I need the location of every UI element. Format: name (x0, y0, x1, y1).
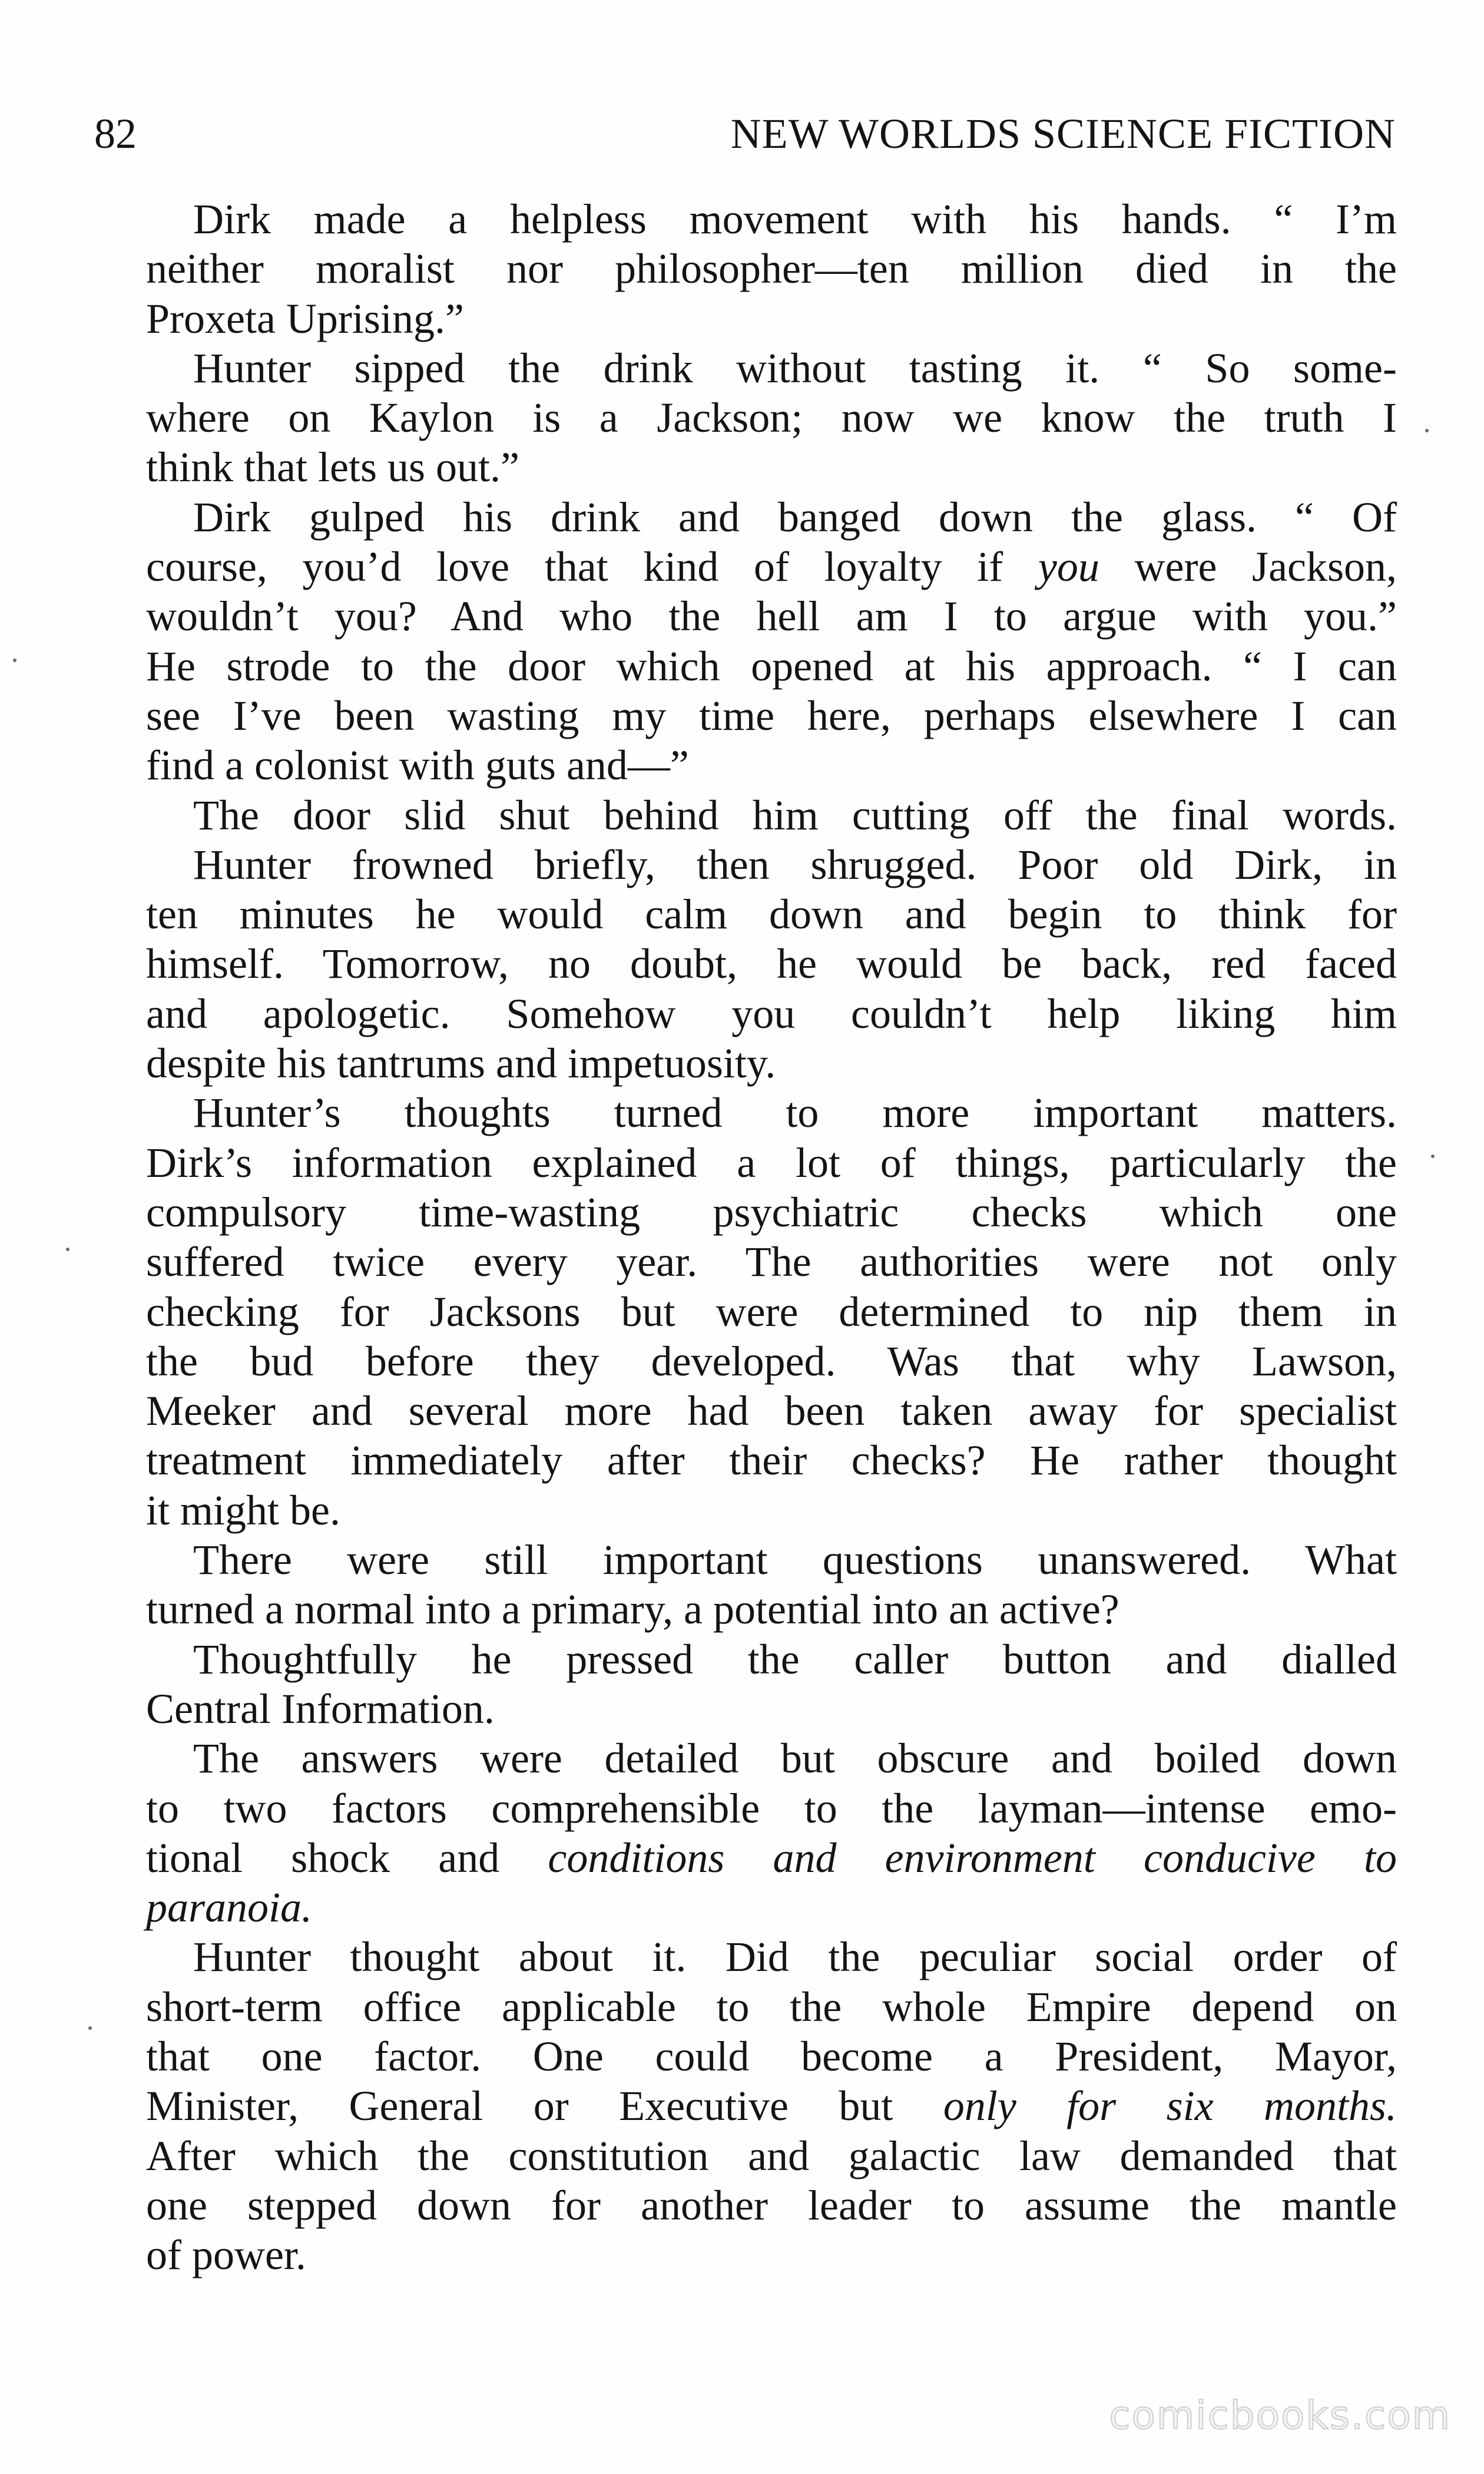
paragraph (99, 840, 1397, 1088)
text-line: find a colonist with guts and—” (146, 742, 689, 789)
page-number: 82 (94, 110, 137, 157)
print-speck (13, 659, 16, 662)
text-line: Central Information. (146, 1685, 495, 1732)
text-line: one stepped down for another leader to assume the mantle (146, 2181, 1397, 2229)
italic-emphasis: you (1038, 543, 1099, 591)
text-line: think that lets us out.” (146, 444, 519, 491)
text-line: Meeker and several more had been taken away for specialist (146, 1387, 1397, 1435)
print-speck (1425, 429, 1429, 432)
text-line: Hunter frowned briefly, then shrugged. Poor old Dirk, in (193, 841, 1397, 888)
text-line (99, 542, 1397, 591)
running-head (94, 101, 1396, 166)
text-line: ten minutes he would calm down and begin to think for (146, 891, 1397, 938)
italic-emphasis: conditions and environment conducive to (548, 1834, 1397, 1881)
print-speck (1431, 1155, 1435, 1158)
text-line: Thoughtfully he pressed the caller button and dialled (193, 1635, 1397, 1683)
text-line: compulsory time-wasting psychiatric checks which one (146, 1188, 1397, 1236)
text-line: He strode to the door which opened at his approach. “ I can (146, 642, 1397, 690)
text-line: The answers were detailed but obscure and boiled down (193, 1735, 1397, 1782)
paragraph (99, 791, 1397, 840)
text-run: course, you’d love that kind of loyalty if (146, 543, 1003, 591)
text-line (99, 1883, 1397, 1932)
text-run: tional shock and (146, 1834, 500, 1881)
text-line: the bud before they developed. Was that why Lawson, (146, 1337, 1397, 1385)
text-line: himself. Tomorrow, no doubt, he would be back, red faced (146, 940, 1397, 988)
text-line: short-term office applicable to the whole Empire depend on (146, 1983, 1397, 2030)
running-title: NEW WORLDS SCIENCE FICTION (730, 110, 1396, 157)
text-line: Hunter’s thoughts turned to more important matters. (193, 1089, 1397, 1137)
italic-emphasis: paranoia. (146, 1884, 313, 1931)
text-line: neither moralist nor philosopher—ten million died in the (146, 245, 1397, 293)
paragraph (99, 492, 1397, 791)
text-line: that one factor. One could become a President, Mayor, (146, 2032, 1397, 2080)
text-line: After which the constitution and galactic law demanded that (146, 2132, 1397, 2179)
text-line: checking for Jacksons but were determined to nip them in (146, 1288, 1397, 1335)
text-line: despite his tantrums and impetuosity. (146, 1040, 776, 1087)
text-line: and apologetic. Somehow you couldn’t help liking him (146, 990, 1397, 1037)
body-text (99, 194, 1397, 2280)
text-line: Hunter sipped the drink without tasting it. “ So some- (193, 344, 1397, 392)
text-run: Minister, General or Executive but (146, 2082, 893, 2130)
text-line: Proxeta Uprising.” (146, 295, 464, 342)
print-speck (88, 2026, 92, 2030)
text-line: it might be. (146, 1486, 340, 1534)
text-line: Dirk’s information explained a lot of things, particularly the (146, 1139, 1397, 1186)
text-line: see I’ve been wasting my time here, perhaps elsewhere I can (146, 692, 1397, 739)
paragraph (99, 1734, 1397, 1932)
italic-emphasis: only for six months. (943, 2082, 1397, 2130)
text-line: suffered twice every year. The authorities were not only (146, 1238, 1397, 1286)
print-speck (66, 1248, 69, 1251)
text-line: wouldn’t you? And who the hell am I to argue with you.” (146, 593, 1397, 640)
text-line: treatment immediately after their checks? He rather thought (146, 1437, 1397, 1484)
watermark-logo: comicbooks.com (1109, 2393, 1451, 2438)
paragraph (99, 343, 1397, 492)
paragraph (99, 1088, 1397, 1535)
paragraph (99, 1535, 1397, 1635)
text-line: There were still important questions unanswered. What (193, 1536, 1397, 1584)
paragraph (99, 194, 1397, 343)
text-line: The door slid shut behind him cutting off the final words. (193, 791, 1397, 839)
text-line: turned a normal into a primary, a potential into an active? (146, 1586, 1119, 1633)
text-line (99, 1833, 1397, 1883)
paragraph (99, 1932, 1397, 2280)
text-line: Hunter thought about it. Did the peculiar social order of (193, 1933, 1397, 1981)
text-line: Dirk made a helpless movement with his hands. “ I’m (193, 196, 1397, 243)
text-line: to two factors comprehensible to the layman—intense emo- (146, 1784, 1397, 1832)
text-line: Dirk gulped his drink and banged down the glass. “ Of (193, 493, 1397, 541)
text-run: were Jackson, (1134, 543, 1397, 591)
text-line: where on Kaylon is a Jackson; now we know the truth I (146, 394, 1397, 442)
text-line (99, 2081, 1397, 2131)
paragraph (99, 1635, 1397, 1734)
text-line: of power. (146, 2231, 306, 2279)
